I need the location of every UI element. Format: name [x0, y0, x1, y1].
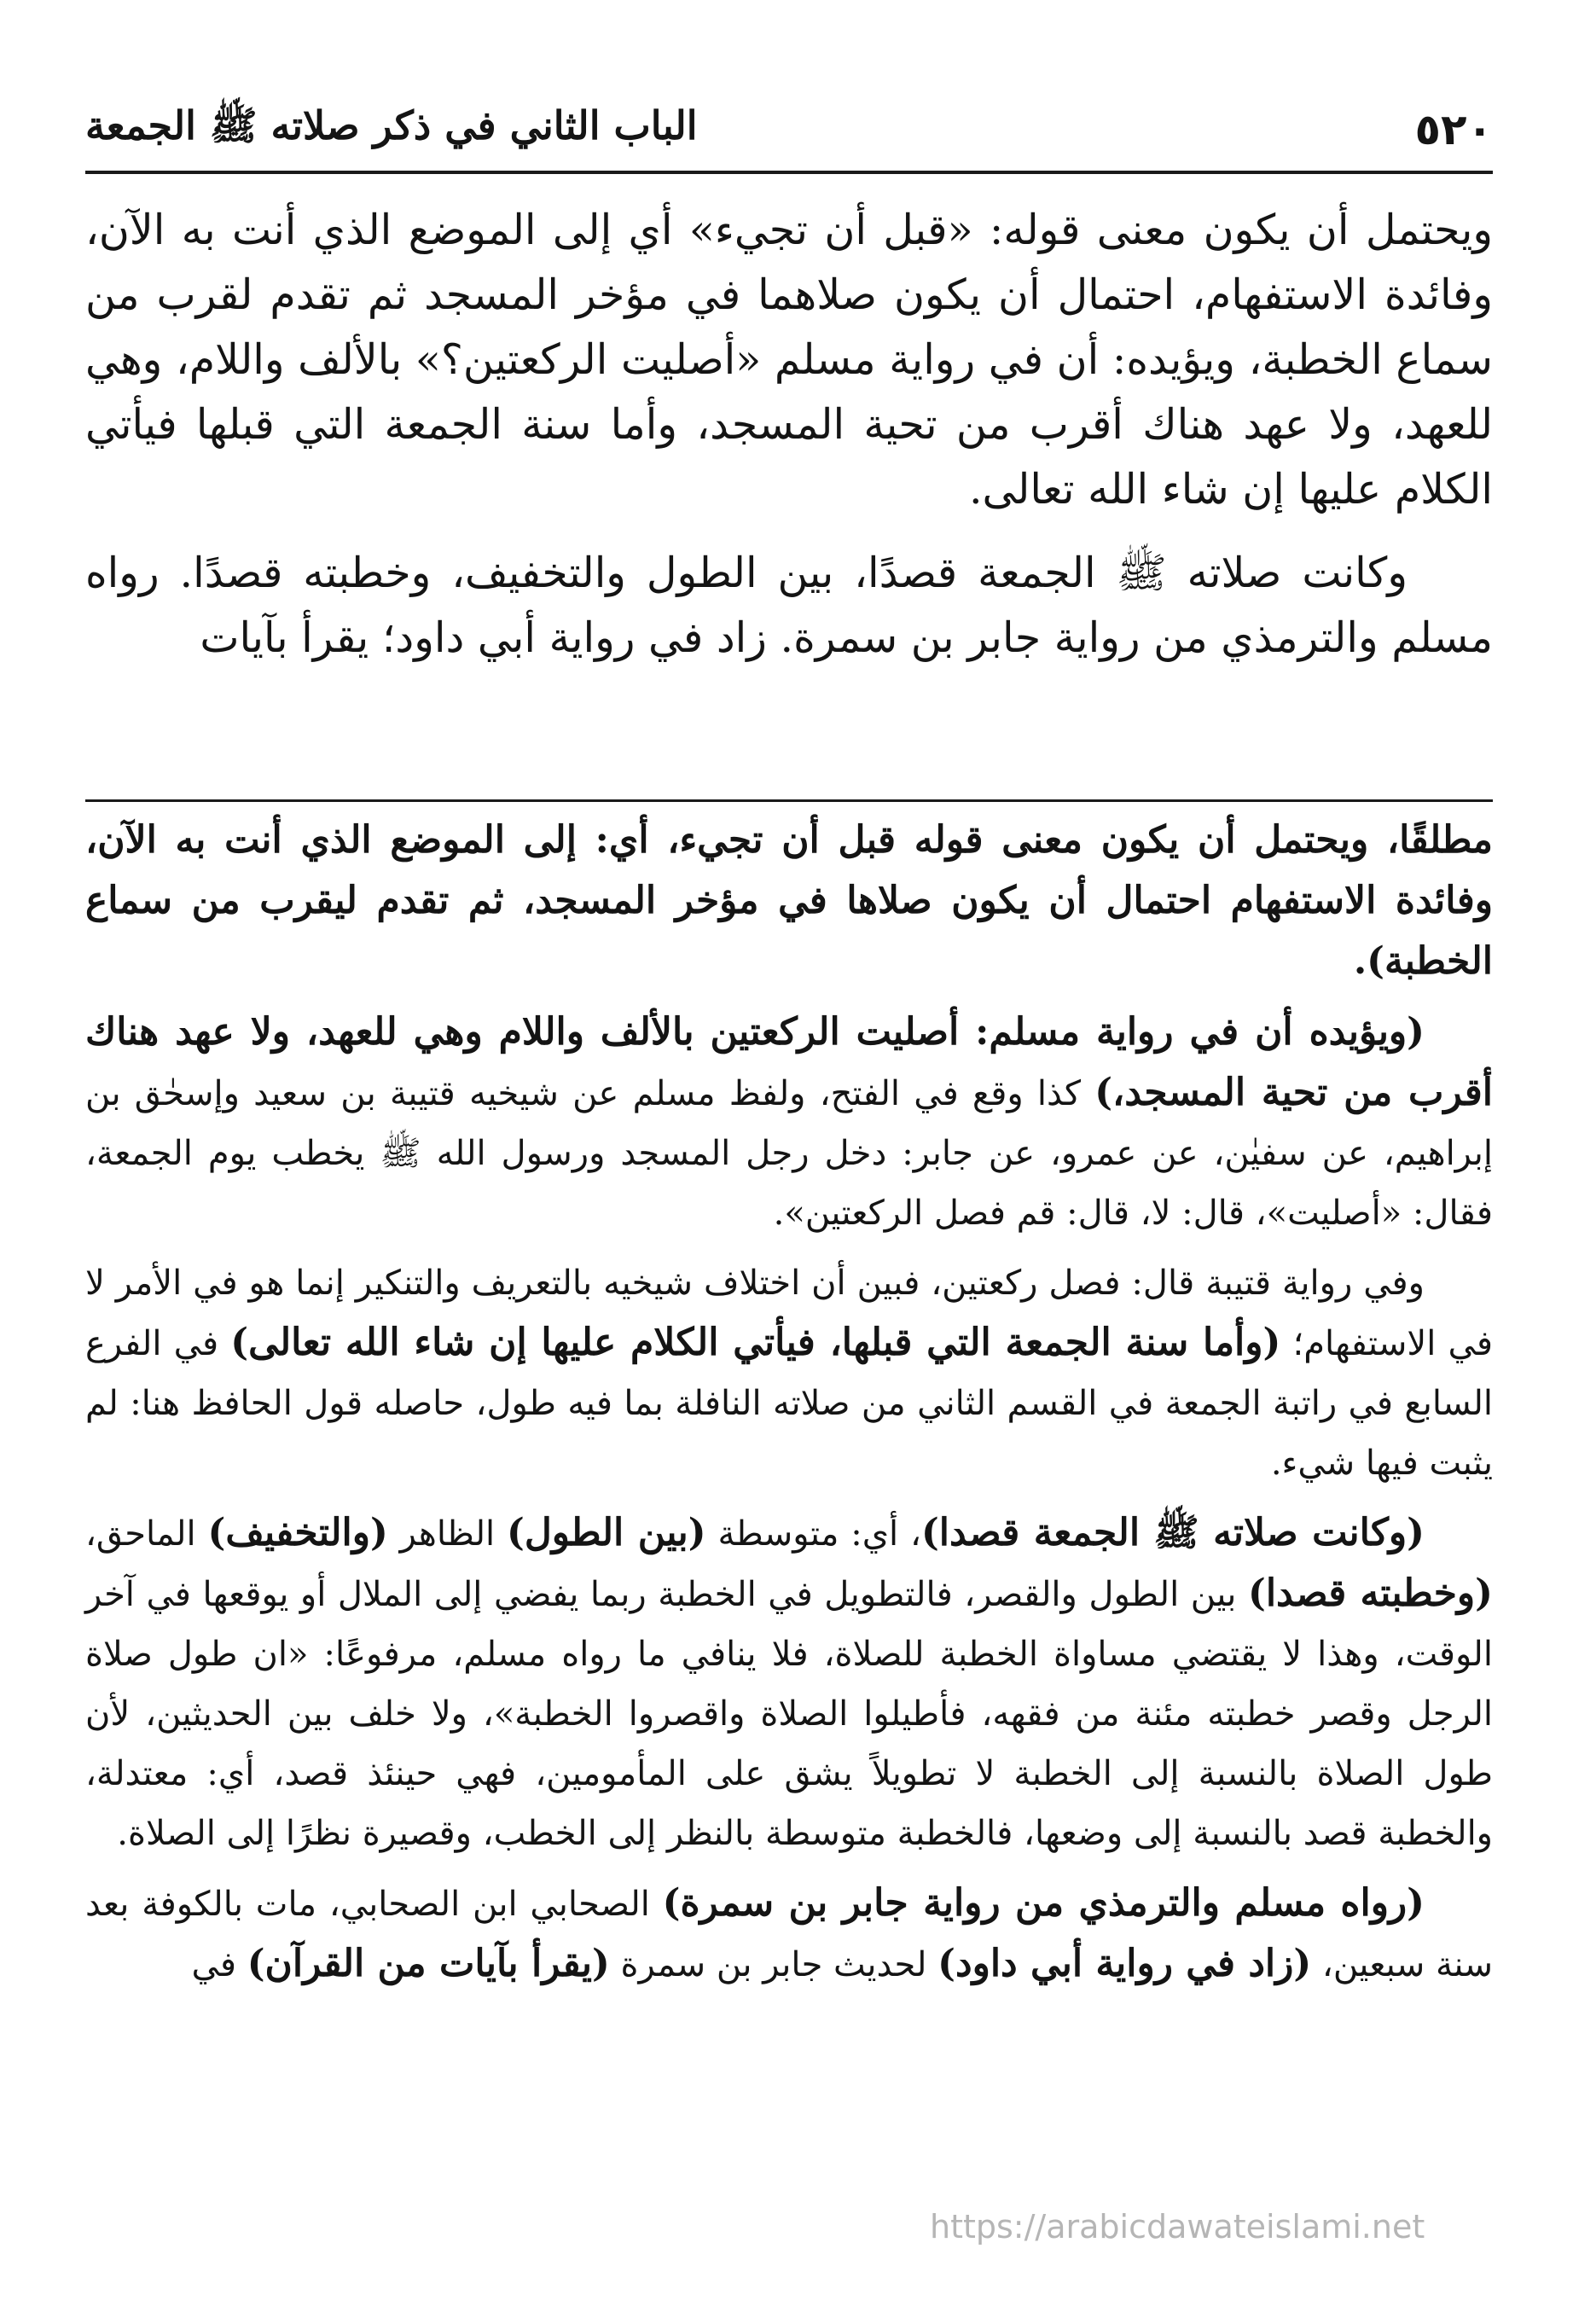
running-head — [85, 96, 1493, 164]
commentary-body: كذا وقع في الفتح، ولفظ مسلم عن شيخيه قتيبة بن سعيد وإسحٰق بن إبراهيم، عن سفيٰن، عن عمرو، عن جابر: دخل رجل المسجد ورسول الله ﷺ يخطب يوم الجمعة، فقال: «أصليت»، قال: لا، قال: قم فصل الركعتين». — [85, 1074, 1494, 1233]
commentary-body: الصحابي ابن الصحابي، مات بالكوفة بعد سنة سبعين، — [85, 1885, 1493, 1984]
commentary-body: الظاهر — [387, 1514, 508, 1554]
commentary-paragraph-5 — [85, 1874, 1493, 1995]
commentary-body: الماحق، — [85, 1514, 208, 1554]
commentary-quote: (والتخفيف) — [207, 1511, 388, 1554]
commentary-body: لحديث جابر بن سمرة — [609, 1945, 938, 1984]
watermark-url: https://arabicdawateislami.net — [930, 2208, 1425, 2246]
commentary-quote: (رواه مسلم والترمذي من رواية جابر بن سمرة) — [662, 1881, 1425, 1925]
commentary-paragraph-2 — [85, 1002, 1493, 1243]
page-number: ٥٢٠ — [1414, 105, 1493, 154]
main-text-paragraph-2: وكانت صلاته ﷺ الجمعة قصدًا، بين الطول والتخفيف، وخطبته قصدًا. رواه مسلم والترمذي من رواية جابر بن سمرة. زاد في رواية أبي داود؛ يقرأ بآيات — [85, 549, 1493, 662]
main-text-paragraph-1: ويحتمل أن يكون معنى قوله: «قبل أن تجيء» أي إلى الموضع الذي أنت به الآن، وفائدة الاستفهام، احتمال أن يكون صلاهما في مؤخر المسجد ثم تقدم لقرب من سماع الخطبة، ويؤيده: أن في رواية مسلم «أصليت الركعتين؟» بالألف واللام، وهي للعهد، ولا عهد هناك أقرب من تحية المسجد، وأما سنة الجمعة التي قبلها فيأتي الكلام عليها إن شاء الله تعالى. — [85, 206, 1493, 514]
commentary-paragraph-1 — [85, 810, 1493, 992]
commentary-body: في — [191, 1945, 247, 1984]
commentary-quote: (وأما سنة الجمعة التي قبلها، فيأتي الكلام عليها إن شاء الله تعالى) — [230, 1321, 1281, 1364]
commentary-quote: (وكانت صلاته ﷺ الجمعة قصدا) — [920, 1511, 1425, 1554]
commentary-separator-rule — [85, 799, 1493, 802]
commentary-quote: (وخطبته قصدا) — [1248, 1572, 1493, 1615]
commentary-paragraph-4 — [85, 1503, 1493, 1863]
commentary-body: وفي رواية قتيبة قال: فصل ركعتين، فبين أن اختلاف شيخيه بالتعريف والتنكير إنما هو في الأمر لا في الاستفهام؛ — [85, 1264, 1493, 1363]
commentary-body: في الفرع السابع في راتبة الجمعة في القسم الثاني من صلاته النافلة بما فيه طول، حاصله قول الحافظ هنا: لم يثبت فيها شيء. — [85, 1324, 1493, 1483]
commentary-body: ، أي: متوسطة — [705, 1514, 921, 1554]
header-rule — [85, 171, 1493, 174]
commentary-quote: (ويؤيده أن في رواية مسلم: أصليت الركعتين بالألف واللام وهي للعهد، ولا عهد هناك أقرب من تحية المسجد،) — [85, 1010, 1493, 1114]
commentary-quote: (بين الطول) — [507, 1511, 706, 1554]
commentary-quote: (زاد في رواية أبي داود) — [937, 1942, 1312, 1985]
running-title: الباب الثاني في ذكر صلاته ﷺ الجمعة — [85, 102, 698, 148]
commentary-paragraph-3 — [85, 1253, 1493, 1493]
commentary-body: بين الطول والقصر، فالتطويل في الخطبة ربما يفضي إلى الملال أو يوقعها في آخر الوقت، وهذا لا يقتضي مساواة الخطبة للصلاة، فلا ينافي ما رواه مسلم، مرفوعًا: «ان طول صلاة الرجل وقصر خطبته مئنة من فقهه، فأطيلوا الصلاة واقصروا الخطبة»، ولا خلف بين الحديثين، لأن طول الصلاة بالنسبة إلى الخطبة لا تطويلاً يشق على المأمومين، فهي حينئذ قصد، أي: معتدلة، والخطبة قصد بالنسبة إلى وضعها، فالخطبة متوسطة بالنظر إلى الخطب، وقصيرة نظرًا إلى الصلاة. — [85, 1575, 1493, 1853]
commentary-quote: مطلقًا، ويحتمل أن يكون معنى قوله قبل أن تجيء، أي: إلى الموضع الذي أنت به الآن، وفائدة الاستفهام احتمال أن يكون صلاها في مؤخر المسجد، ثم تقدم ليقرب من سماع الخطبة). — [85, 818, 1493, 983]
main-text — [85, 198, 1493, 689]
commentary-text — [85, 810, 1493, 2005]
commentary-quote: (يقرأ بآيات من القرآن) — [247, 1942, 610, 1985]
